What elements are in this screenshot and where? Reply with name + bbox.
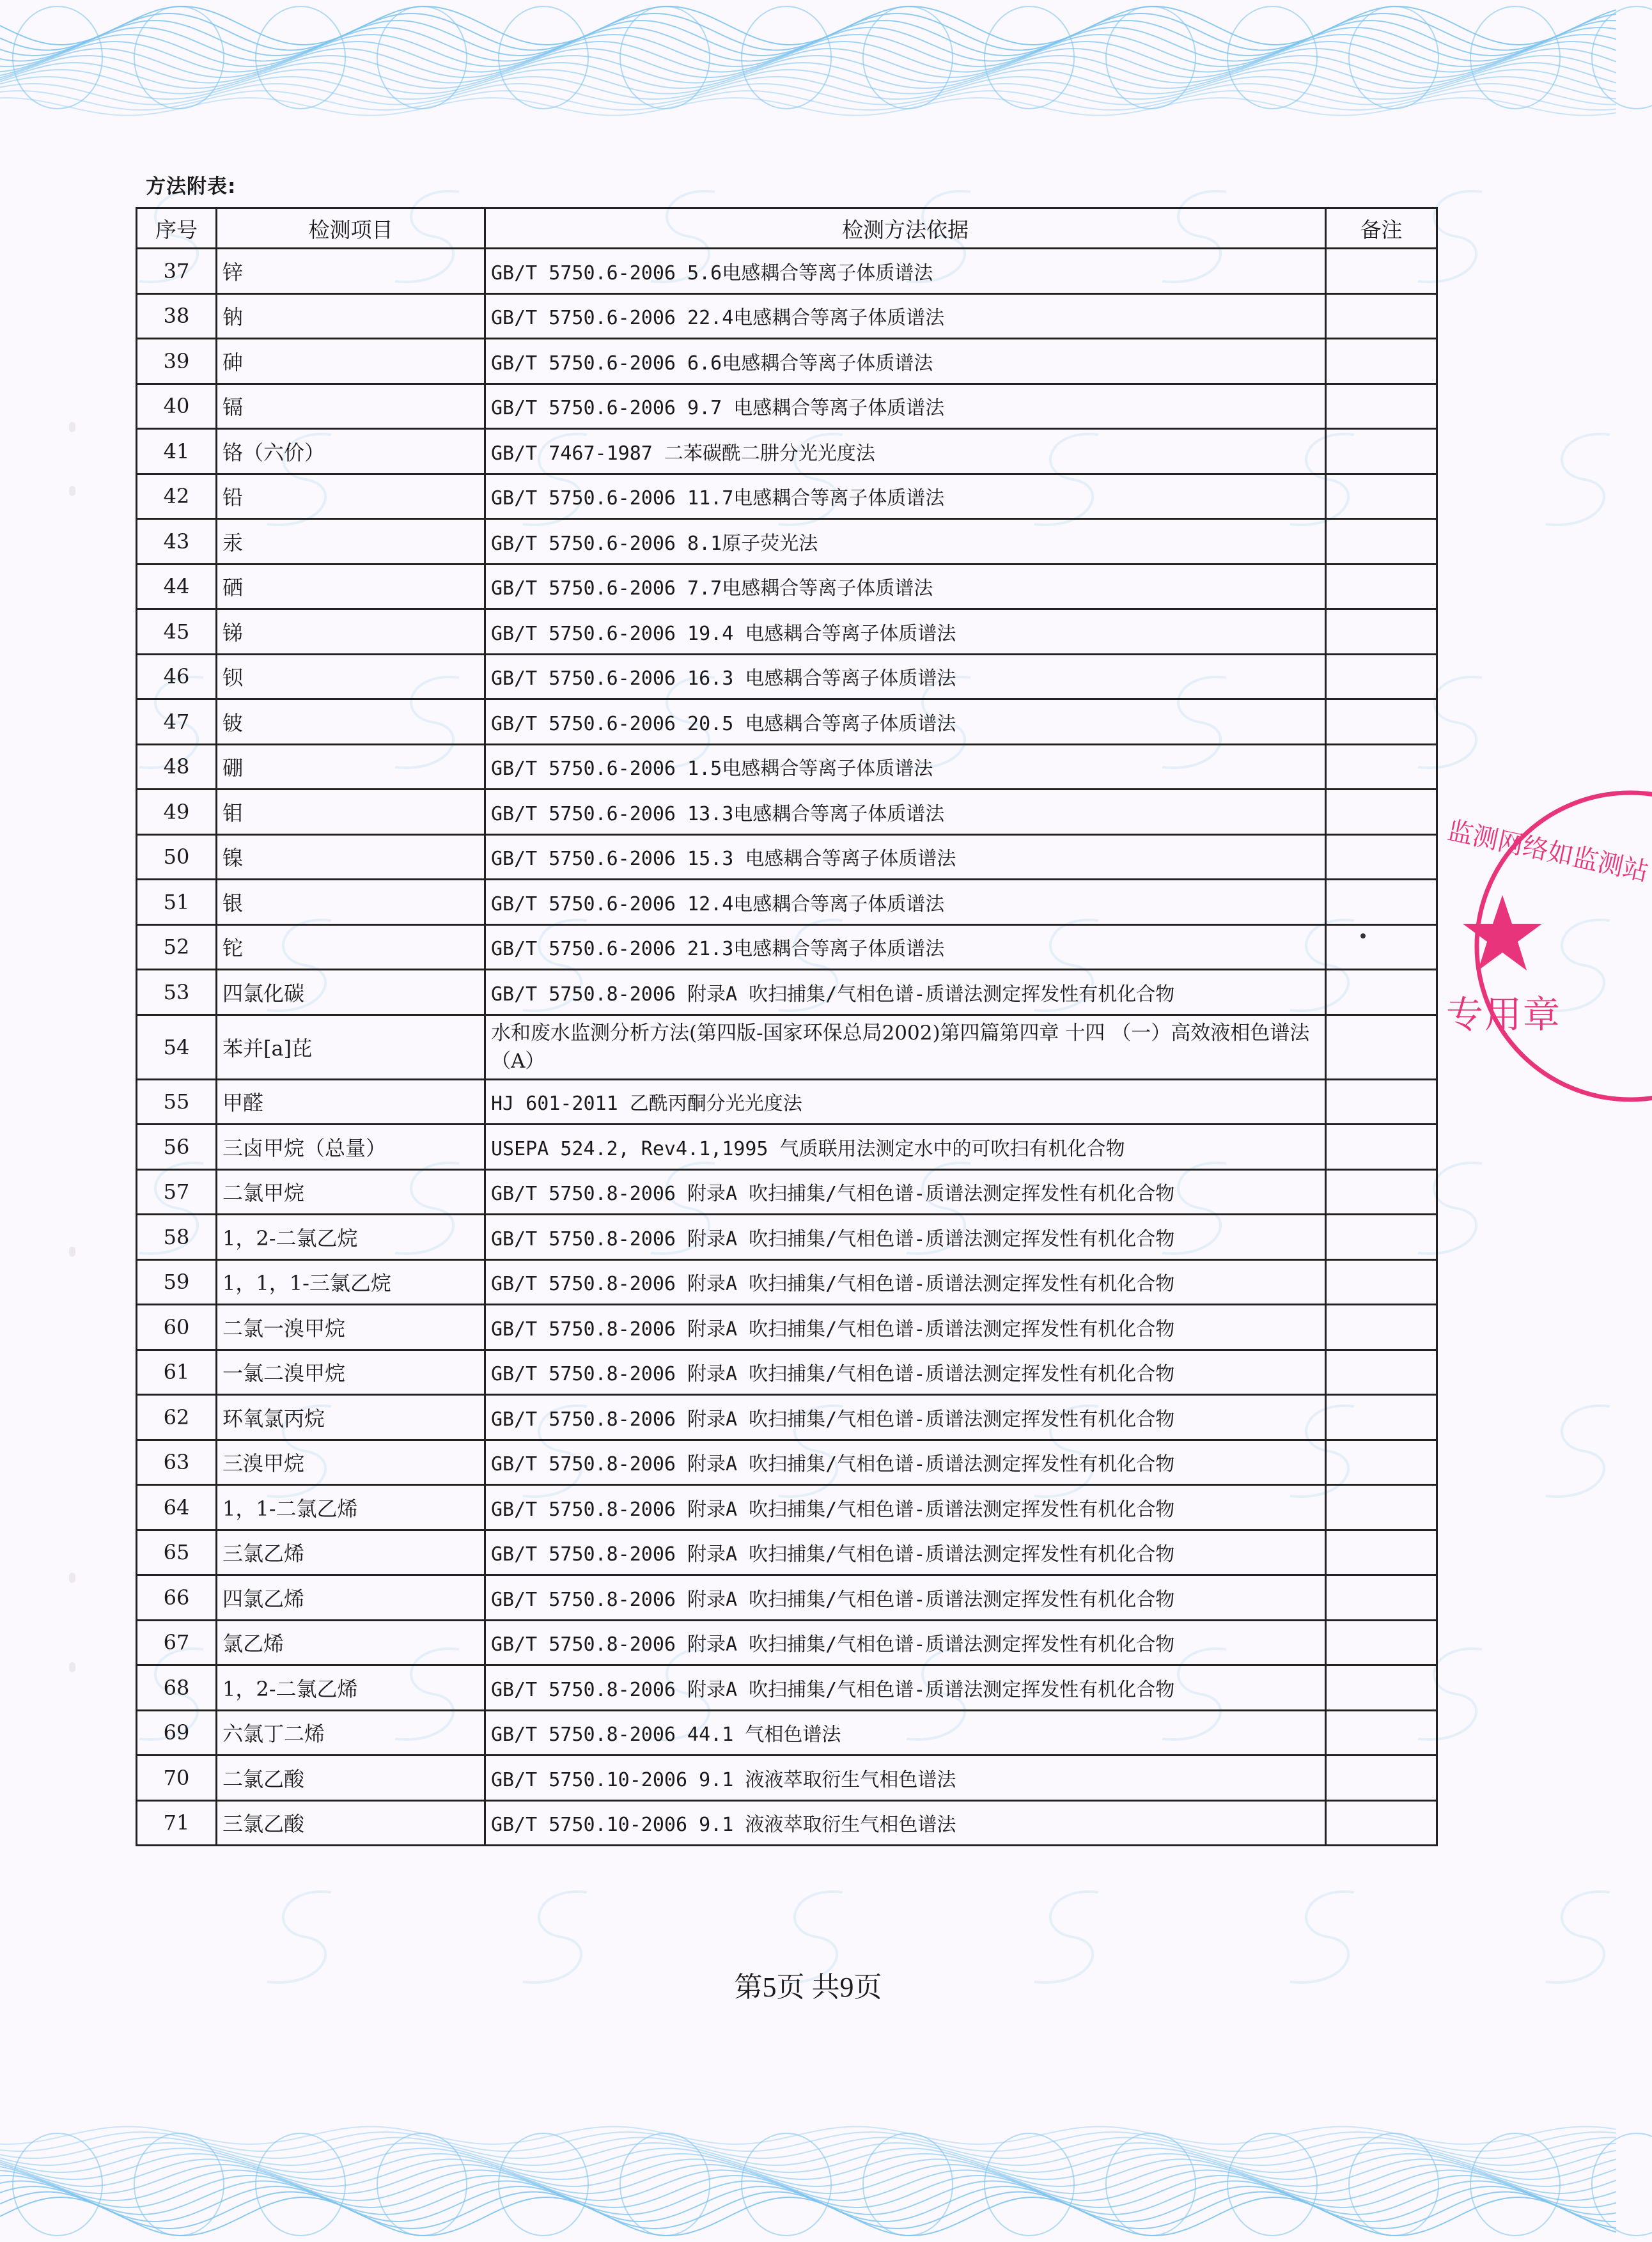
cell-note: [1326, 699, 1437, 745]
cell-method: GB/T 5750.8-2006 附录A 吹扫捕集/气相色谱-质谱法测定挥发性有机化合物: [485, 1665, 1326, 1711]
table-row: [137, 1215, 1437, 1260]
cell-method: GB/T 5750.6-2006 1.5电感耦合等离子体质谱法: [485, 744, 1326, 790]
cell-item: 砷: [217, 339, 485, 384]
cell-no: 59: [137, 1259, 217, 1305]
cell-method: GB/T 5750.8-2006 附录A 吹扫捕集/气相色谱-质谱法测定挥发性有机化合物: [485, 1305, 1326, 1350]
cell-item: 甲醛: [217, 1079, 485, 1125]
page-number: 第5页 共9页: [734, 1972, 882, 2003]
column-header-note: 备注: [1326, 208, 1437, 249]
cell-no: 58: [137, 1215, 217, 1260]
table-row: [137, 1305, 1437, 1350]
cell-no: 60: [137, 1305, 217, 1350]
table-row: [137, 474, 1437, 519]
cell-method: GB/T 7467-1987 二苯碳酰二肼分光光度法: [485, 429, 1326, 474]
cell-method: GB/T 5750.10-2006 9.1 液液萃取衍生气相色谱法: [485, 1800, 1326, 1846]
cell-method: GB/T 5750.8-2006 附录A 吹扫捕集/气相色谱-质谱法测定挥发性有机化合物: [485, 1350, 1326, 1395]
cell-item: 锑: [217, 609, 485, 655]
cell-no: 45: [137, 609, 217, 655]
cell-method: GB/T 5750.6-2006 11.7电感耦合等离子体质谱法: [485, 474, 1326, 519]
cell-item: 硒: [217, 564, 485, 609]
table-row: [137, 1575, 1437, 1621]
cell-note: [1326, 1350, 1437, 1395]
cell-note: [1326, 474, 1437, 519]
cell-no: 48: [137, 744, 217, 790]
cell-method: GB/T 5750.6-2006 6.6电感耦合等离子体质谱法: [485, 339, 1326, 384]
cell-no: 37: [137, 249, 217, 294]
cell-no: 57: [137, 1169, 217, 1215]
cell-method: GB/T 5750.6-2006 13.3电感耦合等离子体质谱法: [485, 790, 1326, 835]
cell-item: 铍: [217, 699, 485, 745]
cell-item: 二氯一溴甲烷: [217, 1305, 485, 1350]
cell-method: GB/T 5750.6-2006 12.4电感耦合等离子体质谱法: [485, 880, 1326, 925]
ink-dot: [1360, 933, 1366, 938]
seal-text: 专用章: [1446, 993, 1562, 1036]
cell-no: 42: [137, 474, 217, 519]
cell-item: 1，1，1-三氯乙烷: [217, 1259, 485, 1305]
cell-note: [1326, 1755, 1437, 1801]
cell-no: 62: [137, 1395, 217, 1440]
cell-note: [1326, 429, 1437, 474]
cell-no: 69: [137, 1710, 217, 1755]
cell-no: 47: [137, 699, 217, 745]
cell-item: 三氯乙酸: [217, 1800, 485, 1846]
cell-note: [1326, 339, 1437, 384]
cell-note: [1326, 924, 1437, 970]
cell-note: [1326, 880, 1437, 925]
cell-note: [1326, 1259, 1437, 1305]
cell-note: [1326, 970, 1437, 1015]
top-guilloche-border: [0, 0, 1616, 160]
cell-no: 41: [137, 429, 217, 474]
cell-no: 38: [137, 293, 217, 339]
bottom-guilloche-border: [0, 2059, 1616, 2242]
cell-item: 镉: [217, 384, 485, 429]
cell-item: 1，2-二氯乙烷: [217, 1215, 485, 1260]
table-row: [137, 519, 1437, 564]
cell-note: [1326, 249, 1437, 294]
table-row: [137, 1530, 1437, 1575]
cell-note: [1326, 1620, 1437, 1665]
cell-method: GB/T 5750.6-2006 16.3 电感耦合等离子体质谱法: [485, 654, 1326, 699]
cell-note: [1326, 1015, 1437, 1079]
cell-item: 1，2-二氯乙烯: [217, 1665, 485, 1711]
table-row: [137, 249, 1437, 294]
cell-item: 锌: [217, 249, 485, 294]
cell-item: 硼: [217, 744, 485, 790]
cell-method: GB/T 5750.6-2006 5.6电感耦合等离子体质谱法: [485, 249, 1326, 294]
table-row: [137, 1485, 1437, 1530]
cell-note: [1326, 1305, 1437, 1350]
cell-item: 二氯甲烷: [217, 1169, 485, 1215]
cell-item: 苯并[a]芘: [217, 1015, 485, 1079]
table-row: [137, 1665, 1437, 1711]
cell-note: [1326, 519, 1437, 564]
cell-item: 钼: [217, 790, 485, 835]
cell-method: GB/T 5750.8-2006 附录A 吹扫捕集/气相色谱-质谱法测定挥发性有机化合物: [485, 970, 1326, 1015]
cell-no: 51: [137, 880, 217, 925]
cell-no: 43: [137, 519, 217, 564]
cell-no: 52: [137, 924, 217, 970]
column-header-method: 检测方法依据: [485, 208, 1326, 249]
table-row: [137, 384, 1437, 429]
table-row: [137, 654, 1437, 699]
cell-no: 65: [137, 1530, 217, 1575]
cell-no: 46: [137, 654, 217, 699]
cell-note: [1326, 564, 1437, 609]
cell-no: 67: [137, 1620, 217, 1665]
cell-no: 61: [137, 1350, 217, 1395]
cell-note: [1326, 1169, 1437, 1215]
cell-method: GB/T 5750.6-2006 19.4 电感耦合等离子体质谱法: [485, 609, 1326, 655]
table-row: [137, 970, 1437, 1015]
cell-method: GB/T 5750.8-2006 附录A 吹扫捕集/气相色谱-质谱法测定挥发性有机化合物: [485, 1575, 1326, 1621]
cell-method: GB/T 5750.8-2006 附录A 吹扫捕集/气相色谱-质谱法测定挥发性有机化合物: [485, 1169, 1326, 1215]
cell-method: GB/T 5750.8-2006 附录A 吹扫捕集/气相色谱-质谱法测定挥发性有机化合物: [485, 1530, 1326, 1575]
cell-note: [1326, 1079, 1437, 1125]
table-row: [137, 1350, 1437, 1395]
cell-note: [1326, 1440, 1437, 1485]
cell-no: 50: [137, 834, 217, 880]
cell-method: GB/T 5750.6-2006 9.7 电感耦合等离子体质谱法: [485, 384, 1326, 429]
cell-method: GB/T 5750.8-2006 附录A 吹扫捕集/气相色谱-质谱法测定挥发性有机化合物: [485, 1485, 1326, 1530]
cell-item: 氯乙烯: [217, 1620, 485, 1665]
seal-arc-text: 监测网络如监测站: [1444, 816, 1651, 887]
table-row: [137, 880, 1437, 925]
cell-item: 镍: [217, 834, 485, 880]
cell-item: 汞: [217, 519, 485, 564]
cell-item: 银: [217, 880, 485, 925]
cell-method: HJ 601-2011 乙酰丙酮分光光度法: [485, 1079, 1326, 1125]
cell-no: 44: [137, 564, 217, 609]
table-row: [137, 1620, 1437, 1665]
cell-note: [1326, 384, 1437, 429]
column-header-item: 检测项目: [217, 208, 485, 249]
cell-no: 71: [137, 1800, 217, 1846]
column-header-no: 序号: [137, 208, 217, 249]
cell-no: 53: [137, 970, 217, 1015]
table-row: [137, 339, 1437, 384]
table-header-row: [137, 208, 1437, 249]
cell-note: [1326, 1575, 1437, 1621]
cell-no: 56: [137, 1125, 217, 1170]
cell-item: 环氧氯丙烷: [217, 1395, 485, 1440]
cell-no: 39: [137, 339, 217, 384]
table-row: [137, 1015, 1437, 1079]
cell-no: 49: [137, 790, 217, 835]
cell-item: 1，1-二氯乙烯: [217, 1485, 485, 1530]
table-row: [137, 744, 1437, 790]
cell-note: [1326, 744, 1437, 790]
table-row: [137, 834, 1437, 880]
cell-item: 六氯丁二烯: [217, 1710, 485, 1755]
table-row: [137, 699, 1437, 745]
table-row: [137, 1755, 1437, 1801]
cell-method: GB/T 5750.8-2006 附录A 吹扫捕集/气相色谱-质谱法测定挥发性有机化合物: [485, 1395, 1326, 1440]
cell-method: GB/T 5750.6-2006 7.7电感耦合等离子体质谱法: [485, 564, 1326, 609]
cell-method: USEPA 524.2, Rev4.1,1995 气质联用法测定水中的可吹扫有机化合物: [485, 1125, 1326, 1170]
cell-item: 钠: [217, 293, 485, 339]
cell-item: 铊: [217, 924, 485, 970]
cell-item: 铬（六价）: [217, 429, 485, 474]
cell-method: GB/T 5750.6-2006 21.3电感耦合等离子体质谱法: [485, 924, 1326, 970]
table-row: [137, 1395, 1437, 1440]
table-row: [137, 429, 1437, 474]
cell-item: 四氯乙烯: [217, 1575, 485, 1621]
table-row: [137, 1259, 1437, 1305]
cell-no: 54: [137, 1015, 217, 1079]
table-row: [137, 1125, 1437, 1170]
cell-note: [1326, 1710, 1437, 1755]
cell-no: 66: [137, 1575, 217, 1621]
cell-method: GB/T 5750.8-2006 附录A 吹扫捕集/气相色谱-质谱法测定挥发性有机化合物: [485, 1440, 1326, 1485]
cell-note: [1326, 834, 1437, 880]
cell-method: GB/T 5750.8-2006 44.1 气相色谱法: [485, 1710, 1326, 1755]
cell-item: 三氯乙烯: [217, 1530, 485, 1575]
cell-note: [1326, 293, 1437, 339]
cell-method: GB/T 5750.8-2006 附录A 吹扫捕集/气相色谱-质谱法测定挥发性有机化合物: [485, 1620, 1326, 1665]
cell-no: 70: [137, 1755, 217, 1801]
cell-note: [1326, 1395, 1437, 1440]
table-row: [137, 564, 1437, 609]
table-row: [137, 1440, 1437, 1485]
table-row: [137, 1169, 1437, 1215]
cell-note: [1326, 1665, 1437, 1711]
cell-note: [1326, 1530, 1437, 1575]
cell-no: 68: [137, 1665, 217, 1711]
cell-item: 铅: [217, 474, 485, 519]
cell-item: 二氯乙酸: [217, 1755, 485, 1801]
table-row: [137, 1710, 1437, 1755]
cell-method: GB/T 5750.6-2006 8.1原子荧光法: [485, 519, 1326, 564]
table-row: [137, 1800, 1437, 1846]
cell-item: 三卤甲烷（总量）: [217, 1125, 485, 1170]
cell-method: 水和废水监测分析方法(第四版-国家环保总局2002)第四篇第四章 十四 （一）高效液相色谱法（A）: [485, 1015, 1326, 1079]
cell-note: [1326, 654, 1437, 699]
cell-item: 三溴甲烷: [217, 1440, 485, 1485]
table-row: [137, 790, 1437, 835]
methods-table: [136, 207, 1438, 1846]
cell-method: GB/T 5750.6-2006 15.3 电感耦合等离子体质谱法: [485, 834, 1326, 880]
appendix-heading: 方法附表:: [146, 175, 237, 198]
cell-item: 四氯化碳: [217, 970, 485, 1015]
cell-no: 63: [137, 1440, 217, 1485]
cell-method: GB/T 5750.6-2006 20.5 电感耦合等离子体质谱法: [485, 699, 1326, 745]
table-row: [137, 293, 1437, 339]
cell-method: GB/T 5750.10-2006 9.1 液液萃取衍生气相色谱法: [485, 1755, 1326, 1801]
table-row: [137, 1079, 1437, 1125]
table-row: [137, 924, 1437, 970]
cell-item: 钡: [217, 654, 485, 699]
cell-no: 40: [137, 384, 217, 429]
cell-method: GB/T 5750.8-2006 附录A 吹扫捕集/气相色谱-质谱法测定挥发性有机化合物: [485, 1259, 1326, 1305]
table-row: [137, 609, 1437, 655]
cell-note: [1326, 1215, 1437, 1260]
cell-no: 55: [137, 1079, 217, 1125]
cell-method: GB/T 5750.6-2006 22.4电感耦合等离子体质谱法: [485, 293, 1326, 339]
cell-note: [1326, 790, 1437, 835]
cell-note: [1326, 1800, 1437, 1846]
cell-item: 一氯二溴甲烷: [217, 1350, 485, 1395]
cell-note: [1326, 1125, 1437, 1170]
cell-method: GB/T 5750.8-2006 附录A 吹扫捕集/气相色谱-质谱法测定挥发性有机化合物: [485, 1215, 1326, 1260]
cell-no: 64: [137, 1485, 217, 1530]
cell-note: [1326, 1485, 1437, 1530]
cell-note: [1326, 609, 1437, 655]
